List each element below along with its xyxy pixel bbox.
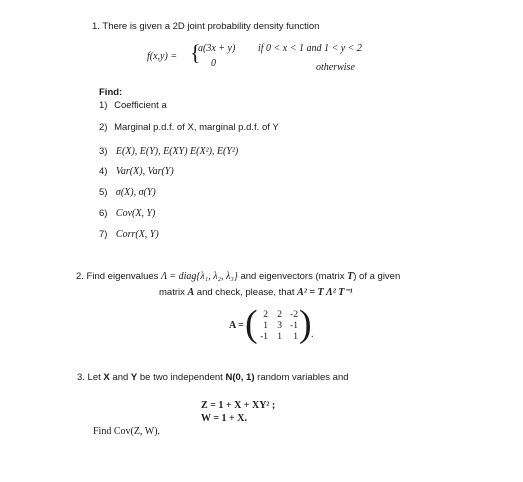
find-item-2: [99, 122, 279, 133]
problem-1-heading: 1. There is given a 2D joint probability density function: [92, 21, 320, 32]
matrix-right-paren: ): [299, 303, 312, 345]
find-item-text: Coefficient a: [114, 100, 167, 111]
find-item-number: 7): [99, 229, 108, 240]
matrix-cell: 1: [293, 332, 298, 342]
pdf-function-lhs: f(x,y) =: [147, 51, 178, 62]
matrix-cell: -2: [290, 310, 298, 320]
find-item-5: [99, 182, 156, 200]
find-item-text: E(X), E(Y), E(XY) E(X²), E(Y²): [115, 146, 239, 157]
variable-y: Y: [130, 372, 138, 383]
piecewise-brace: {: [190, 40, 201, 65]
problem-3-text: 3. Let: [77, 372, 104, 383]
problem-2-text: matrix: [159, 287, 188, 298]
problem-3-text: and: [109, 372, 131, 383]
matrix-cell: 1: [277, 332, 282, 342]
matrix-cell: -1: [260, 332, 268, 342]
eigenvalue-matrix-definition: Λ = diag{λ₁, λ₂, λ₃}: [161, 271, 238, 282]
pdf-case-2-condition: otherwise: [316, 62, 355, 73]
normal-distribution: N(0, 1): [225, 372, 255, 383]
matrix-left-paren: (: [245, 303, 258, 345]
find-item-number: 2): [99, 122, 108, 133]
find-label: Find:: [99, 87, 123, 98]
find-item-6: [99, 203, 155, 221]
variable-x: X: [103, 372, 110, 383]
find-item-number: 3): [99, 146, 108, 157]
problem-2-text: and check, please, that: [194, 287, 298, 298]
matrix-cell: 3: [277, 321, 282, 331]
problem-2-line-1: [76, 271, 400, 282]
matrix-a: [254, 310, 298, 342]
find-item-text: Cov(X, Y): [115, 208, 156, 219]
matrix-t-symbol: T: [347, 271, 354, 282]
matrix-cell: 2: [263, 310, 268, 320]
find-item-1: [99, 100, 167, 111]
matrix-cell: -1: [290, 321, 298, 331]
find-item-text: σ(X), σ(Y): [115, 187, 156, 198]
matrix-a-lhs: A =: [229, 320, 244, 331]
find-covariance: Find Cov(Z, W).: [93, 426, 161, 437]
problem-3-line: [77, 372, 349, 383]
check-equation: A² = T Λ² T⁻¹: [297, 287, 353, 298]
find-item-7: [99, 224, 159, 242]
find-item-text: Corr(X, Y): [115, 229, 159, 240]
find-item-3: [99, 141, 238, 159]
problem-3-text: random variables and: [254, 372, 349, 383]
find-item-4: [99, 161, 174, 179]
find-item-number: 4): [99, 166, 108, 177]
problem-2-text: and eigenvectors (matrix: [237, 271, 348, 282]
problem-2-line-2: [159, 287, 353, 298]
problem-2-text: 2. Find eigenvalues: [76, 271, 162, 282]
matrix-cell: 1: [263, 321, 268, 331]
pdf-case-1-expression: a(3x + y): [198, 43, 236, 54]
problem-3-text: be two independent: [137, 372, 226, 383]
equation-z: Z = 1 + X + XY² ;: [201, 400, 276, 411]
problem-2-text: ) of a given: [353, 271, 401, 282]
find-item-text: Marginal p.d.f. of X, marginal p.d.f. of Y: [114, 122, 279, 133]
find-item-number: 5): [99, 187, 108, 198]
matrix-period: .: [311, 329, 314, 340]
find-item-number: 6): [99, 208, 108, 219]
find-item-text: Var(X), Var(Y): [115, 166, 174, 177]
pdf-case-1-condition: if 0 < x < 1 and 1 < y < 2: [258, 43, 362, 54]
matrix-a-symbol: A: [187, 287, 195, 298]
equation-w: W = 1 + X.: [201, 413, 247, 424]
find-item-number: 1): [99, 100, 108, 111]
pdf-case-2-expression: 0: [211, 58, 216, 69]
matrix-cell: 2: [277, 310, 282, 320]
